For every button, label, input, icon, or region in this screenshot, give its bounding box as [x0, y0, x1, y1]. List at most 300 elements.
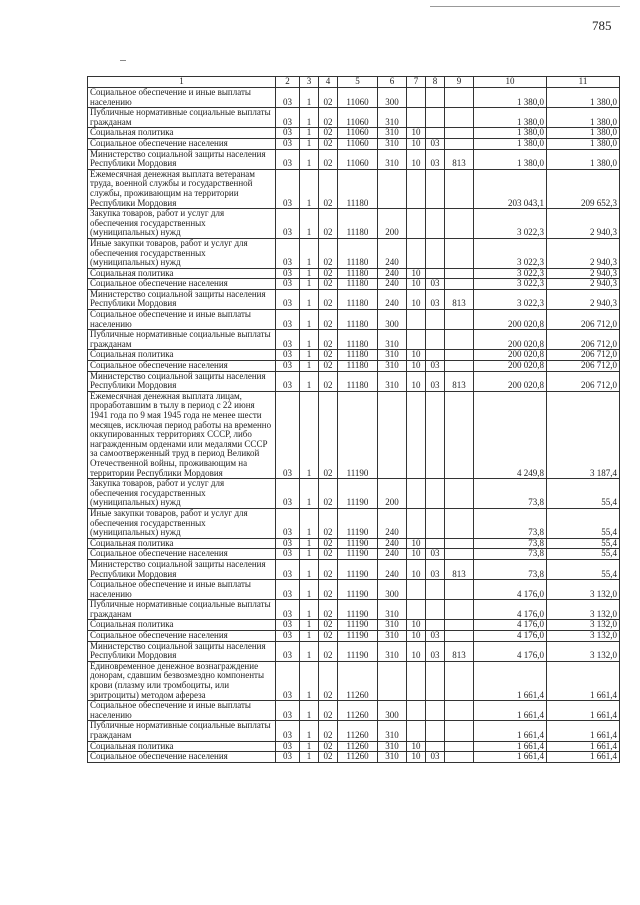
amount-cell: 200 020,8 [474, 361, 547, 372]
code-cell: 03 [276, 209, 300, 239]
table-body [88, 88, 620, 763]
code-cell [445, 138, 474, 149]
code-cell: 03 [276, 661, 300, 700]
code-cell: 02 [319, 238, 338, 268]
name-cell: Социальная политика [88, 350, 276, 361]
table-row [88, 268, 620, 279]
code-cell [407, 391, 426, 478]
code-cell: 03 [276, 268, 300, 279]
budget-table [87, 76, 620, 763]
table-row [88, 538, 620, 549]
code-cell: 11190 [338, 600, 378, 620]
name-cell: Закупка товаров, работ и услуг для обеспечения государственных (муниципальных) нужд [88, 209, 276, 239]
code-cell [445, 631, 474, 642]
code-cell: 310 [378, 752, 407, 763]
amount-cell: 1 380,0 [547, 88, 620, 108]
amount-cell: 3 132,0 [547, 620, 620, 631]
table-row [88, 108, 620, 128]
code-cell: 240 [378, 538, 407, 549]
code-cell [426, 128, 445, 139]
code-cell: 11260 [338, 661, 378, 700]
amount-cell: 55,4 [547, 508, 620, 538]
code-cell: 02 [319, 479, 338, 509]
code-cell: 11060 [338, 138, 378, 149]
amount-cell: 4 176,0 [474, 631, 547, 642]
code-cell: 240 [378, 549, 407, 560]
code-cell [426, 580, 445, 600]
amount-cell: 4 176,0 [474, 580, 547, 600]
code-cell: 11180 [338, 371, 378, 391]
name-cell: Публичные нормативные социальные выплаты гражданам [88, 600, 276, 620]
code-cell: 02 [319, 559, 338, 579]
code-cell: 03 [276, 88, 300, 108]
code-cell: 1 [300, 508, 319, 538]
amount-cell: 4 176,0 [474, 600, 547, 620]
code-cell: 11190 [338, 538, 378, 549]
code-cell: 03 [426, 279, 445, 290]
code-cell: 03 [276, 371, 300, 391]
code-cell: 11190 [338, 580, 378, 600]
code-cell [426, 330, 445, 350]
code-cell: 1 [300, 752, 319, 763]
name-cell: Социальное обеспечение и иные выплаты населению [88, 310, 276, 330]
code-cell: 1 [300, 620, 319, 631]
table-row [88, 88, 620, 108]
code-cell [407, 169, 426, 208]
code-cell: 11180 [338, 350, 378, 361]
amount-cell: 200 020,8 [474, 330, 547, 350]
code-cell: 11180 [338, 209, 378, 239]
code-cell [445, 350, 474, 361]
code-cell [407, 661, 426, 700]
code-cell: 03 [276, 508, 300, 538]
code-cell [426, 600, 445, 620]
amount-cell: 3 022,3 [474, 268, 547, 279]
amount-cell: 73,8 [474, 538, 547, 549]
amount-cell: 1 661,4 [547, 701, 620, 721]
table-row [88, 580, 620, 600]
code-cell: 10 [407, 371, 426, 391]
code-cell [407, 701, 426, 721]
code-cell: 1 [300, 209, 319, 239]
code-cell: 03 [276, 620, 300, 631]
code-cell [426, 350, 445, 361]
code-cell: 02 [319, 620, 338, 631]
table-row [88, 391, 620, 478]
code-cell: 1 [300, 108, 319, 128]
code-cell: 02 [319, 149, 338, 169]
code-cell: 02 [319, 641, 338, 661]
code-cell: 11190 [338, 549, 378, 560]
name-cell: Социальная политика [88, 128, 276, 139]
code-cell [426, 721, 445, 741]
code-cell: 10 [407, 620, 426, 631]
code-cell [445, 279, 474, 290]
amount-cell: 2 940,3 [547, 238, 620, 268]
code-cell: 02 [319, 88, 338, 108]
code-cell [378, 169, 407, 208]
code-cell: 10 [407, 361, 426, 372]
name-cell: Социальное обеспечение и иные выплаты населению [88, 701, 276, 721]
code-cell: 02 [319, 279, 338, 290]
amount-cell: 1 380,0 [474, 138, 547, 149]
name-cell: Иные закупки товаров, работ и услуг для обеспечения государственных (муниципальных) нужд [88, 238, 276, 268]
code-cell: 1 [300, 279, 319, 290]
code-cell: 10 [407, 138, 426, 149]
code-cell: 11190 [338, 508, 378, 538]
name-cell: Социальное обеспечение и иные выплаты населению [88, 580, 276, 600]
amount-cell: 1 661,4 [474, 752, 547, 763]
code-cell: 02 [319, 721, 338, 741]
code-cell: 11180 [338, 361, 378, 372]
code-cell [445, 580, 474, 600]
code-cell [445, 169, 474, 208]
amount-cell: 3 022,3 [474, 209, 547, 239]
code-cell: 02 [319, 371, 338, 391]
code-cell: 1 [300, 538, 319, 549]
code-cell: 02 [319, 310, 338, 330]
amount-cell: 1 380,0 [547, 149, 620, 169]
header-cell: 6 [378, 77, 407, 88]
amount-cell: 55,4 [547, 538, 620, 549]
code-cell: 1 [300, 149, 319, 169]
code-cell: 11060 [338, 88, 378, 108]
code-cell: 03 [426, 371, 445, 391]
code-cell: 240 [378, 279, 407, 290]
code-cell [445, 88, 474, 108]
code-cell: 813 [445, 149, 474, 169]
header-cell: 11 [547, 77, 620, 88]
amount-cell: 3 187,4 [547, 391, 620, 478]
code-cell: 03 [426, 149, 445, 169]
code-cell [426, 620, 445, 631]
code-cell [445, 330, 474, 350]
code-cell: 1 [300, 741, 319, 752]
name-cell: Министерство социальной защиты населения Республики Мордовия [88, 371, 276, 391]
code-cell: 03 [276, 538, 300, 549]
code-cell: 300 [378, 580, 407, 600]
name-cell: Социальное обеспечение населения [88, 361, 276, 372]
code-cell [407, 479, 426, 509]
amount-cell: 3 132,0 [547, 631, 620, 642]
code-cell [407, 238, 426, 268]
table-row [88, 169, 620, 208]
code-cell: 03 [276, 108, 300, 128]
name-cell: Социальное обеспечение населения [88, 549, 276, 560]
code-cell: 11180 [338, 330, 378, 350]
code-cell: 1 [300, 330, 319, 350]
amount-cell: 3 022,3 [474, 289, 547, 309]
code-cell: 02 [319, 289, 338, 309]
code-cell: 310 [378, 641, 407, 661]
code-cell: 813 [445, 641, 474, 661]
code-cell [407, 721, 426, 741]
table-row [88, 310, 620, 330]
code-cell: 03 [276, 631, 300, 642]
code-cell: 813 [445, 371, 474, 391]
amount-cell: 200 020,8 [474, 371, 547, 391]
name-cell: Публичные нормативные социальные выплаты гражданам [88, 108, 276, 128]
code-cell [445, 391, 474, 478]
header-cell: 9 [445, 77, 474, 88]
table-row [88, 238, 620, 268]
code-cell: 02 [319, 752, 338, 763]
code-cell [426, 701, 445, 721]
table-row [88, 330, 620, 350]
amount-cell: 1 661,4 [474, 741, 547, 752]
amount-cell: 1 661,4 [547, 741, 620, 752]
table-row [88, 721, 620, 741]
code-cell: 03 [426, 549, 445, 560]
amount-cell: 209 652,3 [547, 169, 620, 208]
table-row [88, 752, 620, 763]
code-cell: 02 [319, 538, 338, 549]
code-cell: 03 [276, 721, 300, 741]
code-cell: 03 [426, 559, 445, 579]
code-cell: 200 [378, 479, 407, 509]
code-cell: 10 [407, 559, 426, 579]
amount-cell: 3 022,3 [474, 279, 547, 290]
code-cell: 10 [407, 538, 426, 549]
code-cell: 03 [426, 631, 445, 642]
table-row [88, 661, 620, 700]
amount-cell: 1 661,4 [474, 721, 547, 741]
code-cell: 310 [378, 631, 407, 642]
amount-cell: 2 940,3 [547, 279, 620, 290]
code-cell: 1 [300, 661, 319, 700]
header-cell: 5 [338, 77, 378, 88]
name-cell: Социальная политика [88, 268, 276, 279]
header-cell: 3 [300, 77, 319, 88]
code-cell: 03 [276, 641, 300, 661]
code-cell: 03 [426, 138, 445, 149]
code-cell: 11180 [338, 238, 378, 268]
code-cell: 03 [276, 330, 300, 350]
header-cell: 1 [88, 77, 276, 88]
amount-cell: 1 661,4 [547, 721, 620, 741]
amount-cell: 1 380,0 [474, 108, 547, 128]
amount-cell: 3 022,3 [474, 238, 547, 268]
name-cell: Социальная политика [88, 741, 276, 752]
code-cell: 03 [426, 361, 445, 372]
code-cell: 03 [426, 752, 445, 763]
amount-cell: 1 380,0 [547, 138, 620, 149]
amount-cell: 200 020,8 [474, 310, 547, 330]
table-row [88, 279, 620, 290]
code-cell: 310 [378, 741, 407, 752]
header-cell: 10 [474, 77, 547, 88]
code-cell: 310 [378, 371, 407, 391]
code-cell: 1 [300, 391, 319, 478]
code-cell: 11060 [338, 128, 378, 139]
code-cell: 1 [300, 479, 319, 509]
code-cell: 10 [407, 549, 426, 560]
code-cell: 03 [276, 559, 300, 579]
table-row [88, 641, 620, 661]
code-cell: 300 [378, 88, 407, 108]
code-cell [426, 108, 445, 128]
code-cell: 11190 [338, 620, 378, 631]
table-row [88, 361, 620, 372]
amount-cell: 4 249,8 [474, 391, 547, 478]
table-row [88, 209, 620, 239]
code-cell: 11060 [338, 108, 378, 128]
amount-cell: 206 712,0 [547, 371, 620, 391]
code-cell [445, 701, 474, 721]
code-cell [426, 538, 445, 549]
amount-cell: 4 176,0 [474, 641, 547, 661]
table-row [88, 549, 620, 560]
code-cell: 1 [300, 268, 319, 279]
amount-cell: 1 661,4 [474, 661, 547, 700]
code-cell: 11190 [338, 641, 378, 661]
table-row [88, 371, 620, 391]
code-cell: 310 [378, 149, 407, 169]
code-cell: 1 [300, 350, 319, 361]
code-cell: 02 [319, 701, 338, 721]
code-cell: 11180 [338, 268, 378, 279]
code-cell: 11180 [338, 279, 378, 290]
code-cell: 03 [426, 289, 445, 309]
name-cell: Министерство социальной защиты населения Республики Мордовия [88, 289, 276, 309]
amount-cell: 3 132,0 [547, 580, 620, 600]
table-row [88, 600, 620, 620]
code-cell: 310 [378, 350, 407, 361]
table-row [88, 508, 620, 538]
code-cell: 1 [300, 641, 319, 661]
code-cell [445, 549, 474, 560]
code-cell: 11180 [338, 289, 378, 309]
code-cell: 02 [319, 600, 338, 620]
amount-cell: 1 380,0 [474, 88, 547, 108]
code-cell [445, 721, 474, 741]
code-cell [445, 620, 474, 631]
code-cell [445, 128, 474, 139]
code-cell: 310 [378, 620, 407, 631]
code-cell [426, 391, 445, 478]
code-cell: 1 [300, 600, 319, 620]
table-row [88, 138, 620, 149]
amount-cell: 206 712,0 [547, 361, 620, 372]
code-cell: 310 [378, 138, 407, 149]
code-cell: 11060 [338, 149, 378, 169]
code-cell [407, 88, 426, 108]
page-number: 785 [592, 18, 612, 33]
name-cell: Закупка товаров, работ и услуг для обеспечения государственных (муниципальных) нужд [88, 479, 276, 509]
code-cell: 03 [276, 310, 300, 330]
amount-cell: 1 380,0 [474, 128, 547, 139]
name-cell: Социальное обеспечение населения [88, 279, 276, 290]
code-cell [445, 268, 474, 279]
code-cell: 1 [300, 138, 319, 149]
code-cell [445, 310, 474, 330]
code-cell [426, 268, 445, 279]
code-cell [445, 661, 474, 700]
code-cell: 10 [407, 741, 426, 752]
code-cell [445, 361, 474, 372]
code-cell [378, 661, 407, 700]
code-cell: 03 [426, 641, 445, 661]
amount-cell: 2 940,3 [547, 289, 620, 309]
code-cell: 11260 [338, 741, 378, 752]
code-cell: 03 [276, 479, 300, 509]
code-cell [445, 108, 474, 128]
code-cell: 1 [300, 549, 319, 560]
name-cell: Публичные нормативные социальные выплаты гражданам [88, 721, 276, 741]
code-cell: 813 [445, 289, 474, 309]
name-cell: Единовременное денежное вознаграждение донорам, сдавшим безвозмездно компоненты крови (плазму или тромбоциты, или эритроциты) методом афереза [88, 661, 276, 700]
code-cell: 10 [407, 641, 426, 661]
name-cell: Министерство социальной защиты населения Республики Мордовия [88, 559, 276, 579]
amount-cell: 1 380,0 [474, 149, 547, 169]
code-cell: 02 [319, 508, 338, 538]
code-cell: 300 [378, 310, 407, 330]
code-cell: 02 [319, 631, 338, 642]
code-cell: 02 [319, 330, 338, 350]
code-cell [407, 330, 426, 350]
code-cell: 03 [276, 289, 300, 309]
code-cell: 240 [378, 289, 407, 309]
code-cell [426, 741, 445, 752]
name-cell: Социальное обеспечение населения [88, 631, 276, 642]
code-cell: 03 [276, 149, 300, 169]
code-cell [426, 169, 445, 208]
code-cell: 11260 [338, 752, 378, 763]
code-cell [426, 209, 445, 239]
name-cell: Социальное обеспечение и иные выплаты населению [88, 88, 276, 108]
code-cell: 1 [300, 371, 319, 391]
code-cell: 240 [378, 238, 407, 268]
code-cell: 310 [378, 108, 407, 128]
code-cell [407, 580, 426, 600]
amount-cell: 1 380,0 [547, 128, 620, 139]
scan-artifact-dot [120, 60, 126, 61]
code-cell: 1 [300, 701, 319, 721]
code-cell [407, 108, 426, 128]
code-cell [378, 391, 407, 478]
amount-cell: 1 661,4 [547, 661, 620, 700]
table-row [88, 620, 620, 631]
code-cell [445, 741, 474, 752]
table-row [88, 350, 620, 361]
code-cell: 1 [300, 361, 319, 372]
code-cell [445, 238, 474, 268]
code-cell: 03 [276, 350, 300, 361]
code-cell: 240 [378, 508, 407, 538]
code-cell [426, 238, 445, 268]
header-cell: 7 [407, 77, 426, 88]
code-cell: 03 [276, 391, 300, 478]
table-row [88, 128, 620, 139]
code-cell: 310 [378, 361, 407, 372]
code-cell: 300 [378, 701, 407, 721]
code-cell: 310 [378, 330, 407, 350]
code-cell: 240 [378, 559, 407, 579]
code-cell: 02 [319, 128, 338, 139]
amount-cell: 73,8 [474, 549, 547, 560]
amount-cell: 55,4 [547, 549, 620, 560]
amount-cell: 1 380,0 [547, 108, 620, 128]
code-cell: 02 [319, 138, 338, 149]
name-cell: Социальная политика [88, 620, 276, 631]
code-cell: 02 [319, 580, 338, 600]
amount-cell: 2 940,3 [547, 209, 620, 239]
code-cell: 1 [300, 128, 319, 139]
code-cell [407, 600, 426, 620]
code-cell: 02 [319, 108, 338, 128]
header-cell: 4 [319, 77, 338, 88]
code-cell [407, 508, 426, 538]
